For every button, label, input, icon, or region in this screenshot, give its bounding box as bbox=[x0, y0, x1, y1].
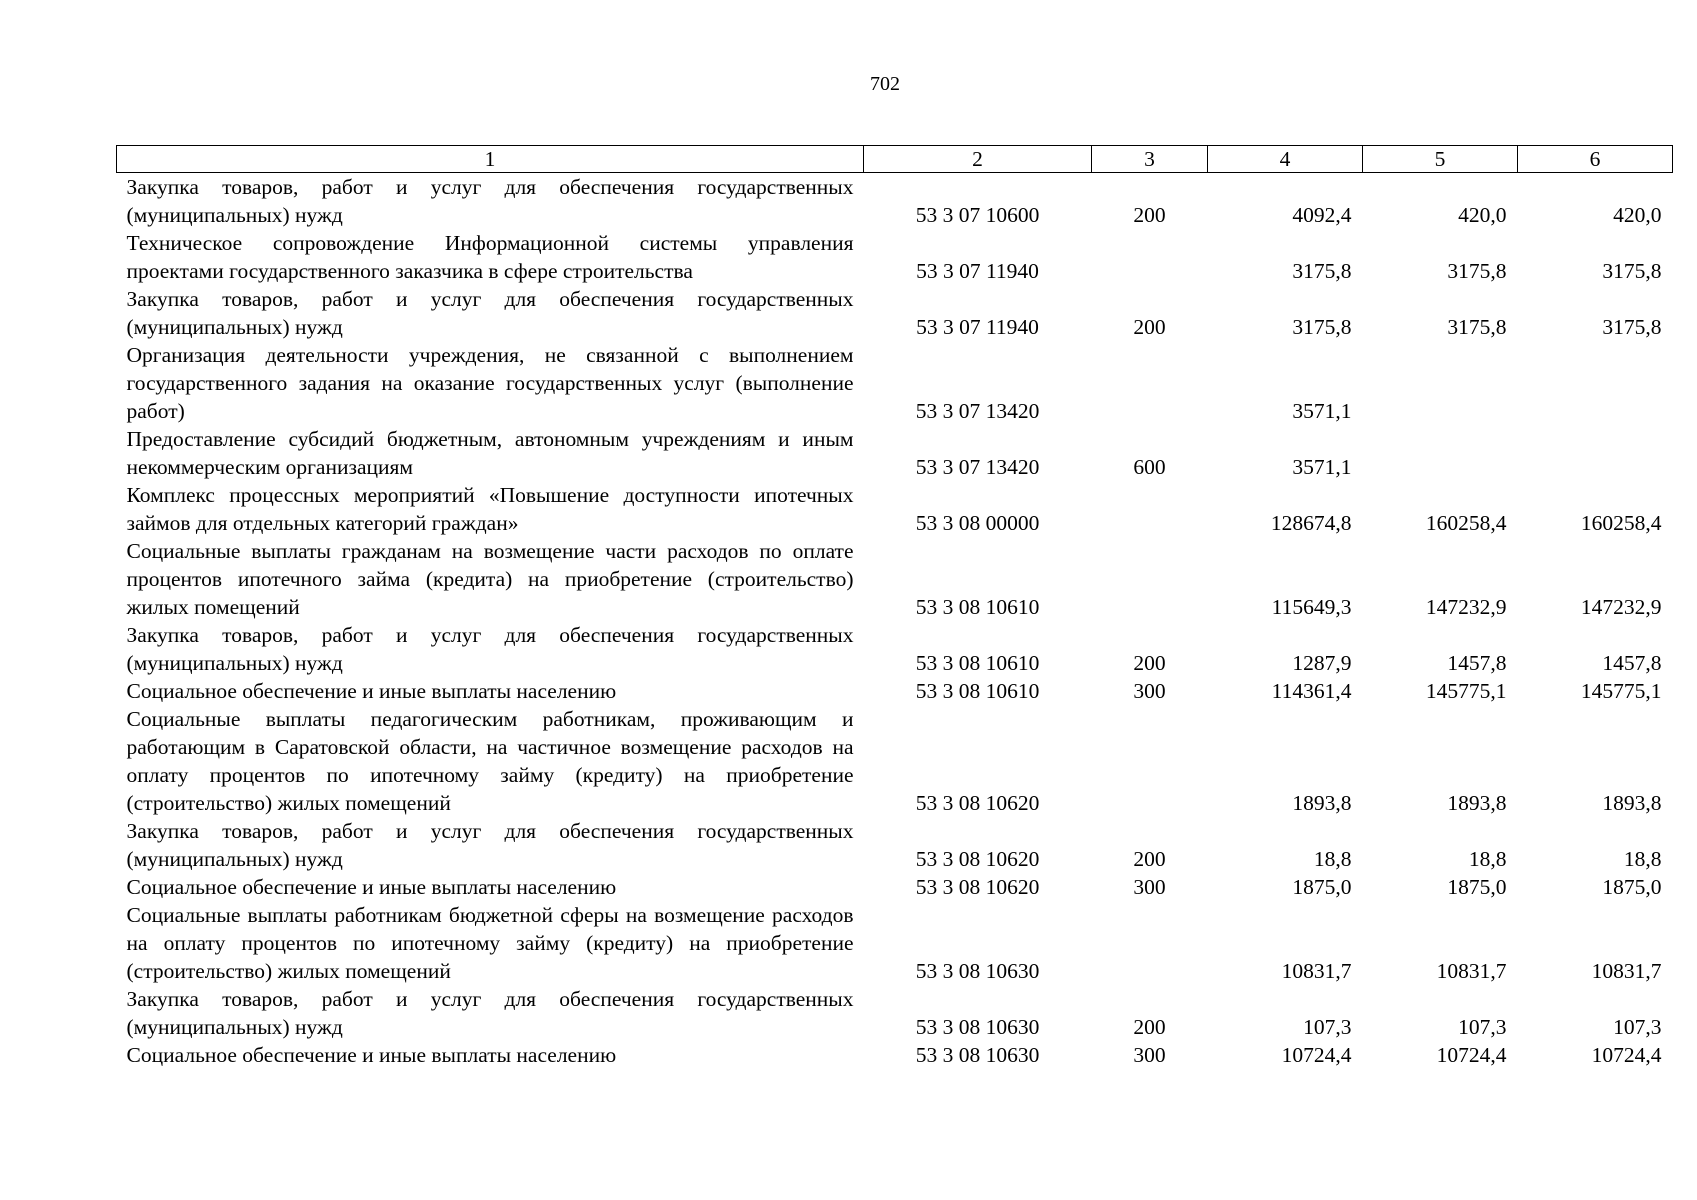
value-col5: 107,3 bbox=[1458, 1015, 1507, 1039]
value-col5: 3175,8 bbox=[1447, 259, 1507, 283]
item-name: Социальные выплаты педагогическим работникам, проживающим и работающим в Саратовской области, на частичное возмещение расходов на оплату процентов по ипотечному займу (кредиту) на приобретение (строительство) жилых помещений bbox=[126, 707, 854, 815]
item-type bbox=[1092, 229, 1208, 285]
table-row bbox=[117, 621, 1673, 677]
item-name: Закупка товаров, работ и услуг для обеспечения государственных (муниципальных) нужд bbox=[126, 819, 854, 871]
item-name: Закупка товаров, работ и услуг для обеспечения государственных (муниципальных) нужд bbox=[126, 987, 854, 1039]
value-col4: 3175,8 bbox=[1292, 315, 1352, 339]
value-col5: 3175,8 bbox=[1447, 315, 1507, 339]
item-code: 53 3 08 10630 bbox=[915, 959, 1040, 983]
value-col4: 18,8 bbox=[1313, 847, 1352, 871]
item-code: 53 3 08 10620 bbox=[915, 847, 1040, 871]
item-type bbox=[1092, 901, 1208, 985]
item-name: Закупка товаров, работ и услуг для обеспечения государственных (муниципальных) нужд bbox=[126, 623, 854, 675]
value-col6 bbox=[1518, 341, 1673, 425]
item-name: Социальные выплаты гражданам на возмещение части расходов по оплате процентов ипотечного займа (кредита) на приобретение (строительство) жилых помещений bbox=[126, 539, 854, 619]
item-code: 53 3 07 13420 bbox=[915, 455, 1040, 479]
table-row bbox=[117, 677, 1673, 705]
value-col5: 420,0 bbox=[1458, 203, 1507, 227]
item-code: 53 3 08 10610 bbox=[915, 651, 1040, 675]
column-header: 3 bbox=[1092, 146, 1208, 173]
item-type bbox=[1092, 537, 1208, 621]
value-col4: 3571,1 bbox=[1292, 455, 1352, 479]
column-header: 4 bbox=[1208, 146, 1363, 173]
value-col6: 147232,9 bbox=[1580, 595, 1662, 619]
value-col4: 4092,4 bbox=[1292, 203, 1352, 227]
value-col5: 160258,4 bbox=[1425, 511, 1507, 535]
value-col4: 1875,0 bbox=[1292, 875, 1352, 899]
value-col5: 1893,8 bbox=[1447, 791, 1507, 815]
value-col4: 3571,1 bbox=[1292, 399, 1352, 423]
table-row bbox=[117, 481, 1673, 537]
item-type: 600 bbox=[1133, 455, 1166, 479]
item-type: 300 bbox=[1133, 875, 1166, 899]
value-col6 bbox=[1518, 425, 1673, 481]
column-header: 5 bbox=[1363, 146, 1518, 173]
value-col6: 1875,0 bbox=[1602, 875, 1662, 899]
item-code: 53 3 08 10630 bbox=[915, 1015, 1040, 1039]
value-col6: 18,8 bbox=[1623, 847, 1662, 871]
value-col4: 1893,8 bbox=[1292, 791, 1352, 815]
item-name: Организация деятельности учреждения, не связанной с выполнением государственного задания на оказание государственных услуг (выполнение работ) bbox=[126, 343, 854, 423]
table-row bbox=[117, 873, 1673, 901]
item-name: Комплекс процессных мероприятий «Повышение доступности ипотечных займов для отдельных категорий граждан» bbox=[126, 483, 854, 535]
value-col4: 1287,9 bbox=[1292, 651, 1352, 675]
value-col6: 1457,8 bbox=[1602, 651, 1662, 675]
item-name: Социальное обеспечение и иные выплаты населению bbox=[126, 1043, 617, 1067]
value-col4: 10831,7 bbox=[1281, 959, 1352, 983]
value-col5: 1457,8 bbox=[1447, 651, 1507, 675]
value-col4: 107,3 bbox=[1303, 1015, 1352, 1039]
budget-table bbox=[116, 145, 1673, 1069]
item-type bbox=[1092, 705, 1208, 817]
table-row bbox=[117, 341, 1673, 425]
item-name: Социальное обеспечение и иные выплаты населению bbox=[126, 875, 617, 899]
table-row bbox=[117, 173, 1673, 230]
item-type: 200 bbox=[1133, 847, 1166, 871]
page-number: 702 bbox=[870, 73, 900, 95]
item-name: Социальное обеспечение и иные выплаты населению bbox=[126, 679, 617, 703]
value-col6: 420,0 bbox=[1613, 203, 1662, 227]
item-code: 53 3 08 10620 bbox=[915, 791, 1040, 815]
value-col6: 145775,1 bbox=[1580, 679, 1662, 703]
item-type: 200 bbox=[1133, 1015, 1166, 1039]
value-col6: 10831,7 bbox=[1591, 959, 1662, 983]
item-code: 53 3 08 10610 bbox=[915, 679, 1040, 703]
value-col6: 1893,8 bbox=[1602, 791, 1662, 815]
table-row bbox=[117, 817, 1673, 873]
item-code: 53 3 07 10600 bbox=[915, 203, 1040, 227]
item-code: 53 3 07 11940 bbox=[916, 259, 1039, 283]
table-row bbox=[117, 285, 1673, 341]
item-name: Закупка товаров, работ и услуг для обеспечения государственных (муниципальных) нужд bbox=[126, 287, 854, 339]
item-name: Социальные выплаты работникам бюджетной сферы на возмещение расходов на оплату процентов по ипотечному займу (кредиту) на приобретение (строительство) жилых помещений bbox=[126, 903, 854, 983]
item-type bbox=[1092, 481, 1208, 537]
value-col5: 10831,7 bbox=[1436, 959, 1507, 983]
value-col5: 10724,4 bbox=[1436, 1043, 1507, 1067]
item-code: 53 3 08 10620 bbox=[915, 875, 1040, 899]
value-col5 bbox=[1363, 425, 1518, 481]
value-col4: 115649,3 bbox=[1271, 595, 1352, 619]
value-col5: 1875,0 bbox=[1447, 875, 1507, 899]
item-name: Предоставление субсидий бюджетным, автономным учреждениям и иным некоммерческим организациям bbox=[126, 427, 854, 479]
table-body bbox=[117, 173, 1673, 1070]
item-code: 53 3 08 10630 bbox=[915, 1043, 1040, 1067]
value-col6: 10724,4 bbox=[1591, 1043, 1662, 1067]
table-row bbox=[117, 901, 1673, 985]
column-header: 2 bbox=[864, 146, 1092, 173]
column-header: 6 bbox=[1518, 146, 1673, 173]
value-col6: 107,3 bbox=[1613, 1015, 1662, 1039]
value-col4: 3175,8 bbox=[1292, 259, 1352, 283]
value-col5: 145775,1 bbox=[1425, 679, 1507, 703]
item-type: 300 bbox=[1133, 1043, 1166, 1067]
table-row bbox=[117, 1041, 1673, 1069]
table-row bbox=[117, 229, 1673, 285]
item-type: 200 bbox=[1133, 651, 1166, 675]
item-type bbox=[1092, 341, 1208, 425]
table-row bbox=[117, 537, 1673, 621]
item-type: 200 bbox=[1133, 203, 1166, 227]
value-col4: 10724,4 bbox=[1281, 1043, 1352, 1067]
item-name: Закупка товаров, работ и услуг для обеспечения государственных (муниципальных) нужд bbox=[126, 175, 854, 227]
item-code: 53 3 08 10610 bbox=[915, 595, 1040, 619]
value-col5: 147232,9 bbox=[1425, 595, 1507, 619]
table-row bbox=[117, 705, 1673, 817]
value-col6: 3175,8 bbox=[1602, 315, 1662, 339]
value-col6: 160258,4 bbox=[1580, 511, 1662, 535]
value-col5 bbox=[1363, 341, 1518, 425]
item-name: Техническое сопровождение Информационной системы управления проектами государственного заказчика в сфере строительства bbox=[126, 231, 854, 283]
value-col4: 114361,4 bbox=[1271, 679, 1352, 703]
item-type: 200 bbox=[1133, 315, 1166, 339]
table-row bbox=[117, 985, 1673, 1041]
item-code: 53 3 07 11940 bbox=[916, 315, 1039, 339]
value-col4: 128674,8 bbox=[1270, 511, 1352, 535]
item-code: 53 3 08 00000 bbox=[915, 511, 1040, 535]
header-row bbox=[117, 146, 1673, 173]
column-header: 1 bbox=[117, 146, 864, 173]
table-header bbox=[117, 146, 1673, 173]
value-col6: 3175,8 bbox=[1602, 259, 1662, 283]
item-code: 53 3 07 13420 bbox=[915, 399, 1040, 423]
item-type: 300 bbox=[1133, 679, 1166, 703]
value-col5: 18,8 bbox=[1468, 847, 1507, 871]
table-row bbox=[117, 425, 1673, 481]
